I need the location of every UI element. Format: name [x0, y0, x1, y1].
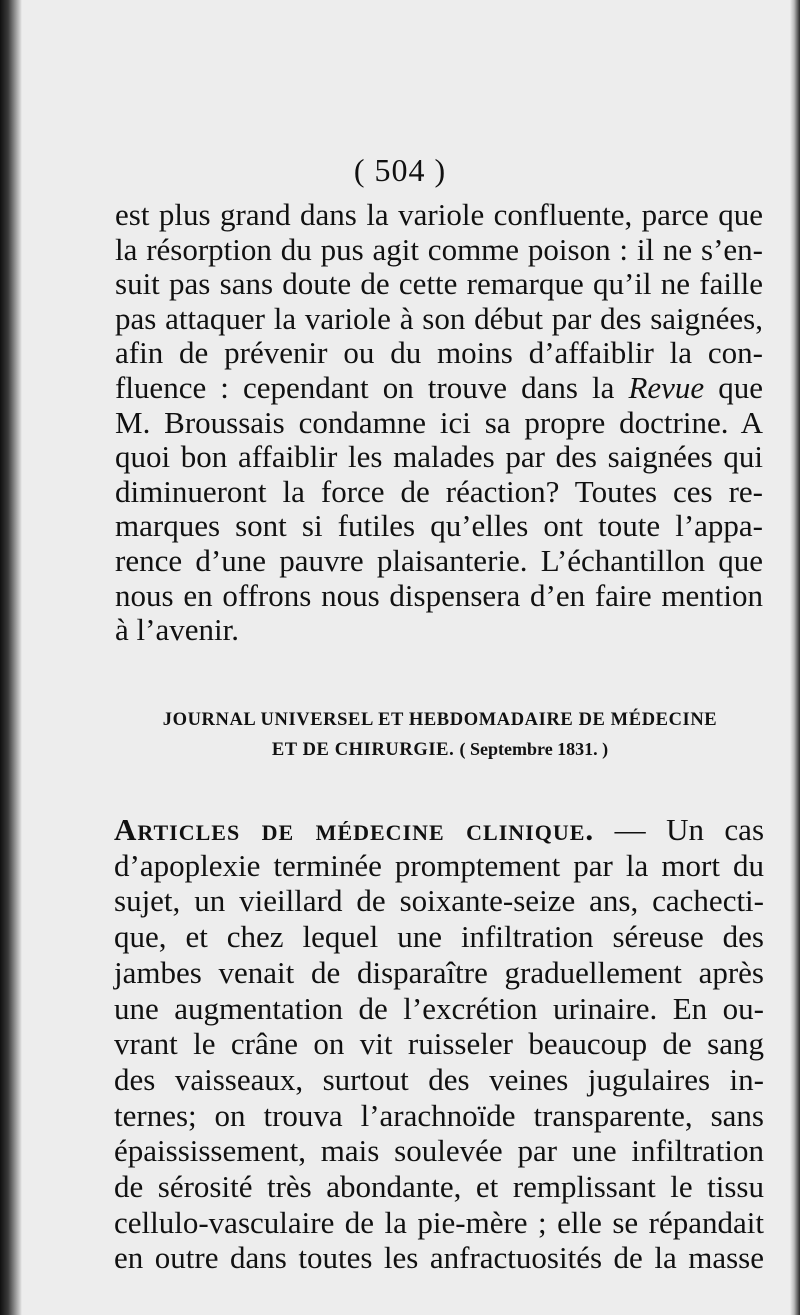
text-line: que, et chez lequel une infiltration séreuse des — [114, 919, 764, 955]
paragraph-2 — [114, 812, 764, 1276]
text-line: suit pas sans doute de cette remarque qu’il ne faille — [115, 266, 763, 302]
text-line: en outre dans toutes les anfractuosités de la masse — [114, 1240, 764, 1276]
page-right-edge-shadow — [790, 0, 800, 1315]
text-fragment: que — [718, 369, 764, 405]
text-line: des vaisseaux, surtout des veines jugulaires in- — [114, 1061, 764, 1097]
text-line: est plus grand dans la variole confluente, parce que — [115, 197, 763, 232]
text-line: jambes venait de disparaître graduellement après — [114, 954, 764, 990]
text-line: d’apoplexie terminée promptement par la mort du — [114, 847, 764, 883]
text-line: quoi bon affaiblir les malades par des saignées qui — [115, 439, 763, 475]
text-line: sujet, un vieillard de soixante-seize ans, cachecti- — [114, 883, 764, 919]
text-line: afin de prévenir ou du moins d’affaiblir la con- — [115, 335, 763, 371]
text-fragment: — Un cas — [614, 812, 765, 847]
paragraph-1 — [115, 198, 763, 648]
text-line: vrant le crâne on vit ruisseler beaucoup de sang — [114, 1026, 764, 1062]
text-line: à l’avenir. — [115, 612, 239, 648]
text-line: marques sont si futiles qu’elles ont toute l’appa- — [115, 508, 763, 544]
journal-heading-title: ET DE CHIRURGIE. — [271, 740, 455, 760]
text-line: cellulo-vasculaire de la pie-mère ; elle se répandait — [114, 1204, 764, 1240]
text-line: M. Broussais condamne ici sa propre doctrine. A — [115, 404, 763, 440]
text-line-with-lead — [114, 812, 764, 848]
journal-heading-date: ( Septembre 1831. ) — [459, 739, 609, 759]
text-line: rence d’une pauvre plaisanterie. L’échantillon que — [115, 542, 763, 578]
page-left-edge-shadow — [0, 0, 22, 1315]
italic-revue: Revue — [628, 369, 705, 405]
text-line: la résorption du pus agit comme poison : il ne s’en- — [115, 231, 763, 267]
text-line: ternes; on trouva l’arachnoïde transparente, sans — [114, 1097, 764, 1133]
text-line: épaississement, mais soulevée par une infiltration — [114, 1133, 764, 1169]
text-line: de sérosité très abondante, et remplissant le tissu — [114, 1169, 764, 1205]
text-fragment: fluence : cependant on trouve dans la — [115, 369, 615, 405]
page-number: ( 504 ) — [353, 152, 447, 188]
text-line: nous en offrons nous dispensera d’en faire mention — [115, 577, 763, 613]
text-line: une augmentation de l’excrétion urinaire. En ou- — [114, 990, 764, 1026]
text-line-with-italic — [115, 371, 763, 406]
journal-heading — [120, 706, 760, 765]
text-line: diminueront la force de réaction? Toutes ces re- — [115, 473, 763, 509]
section-lead: Articles de médecine clinique. — [114, 812, 595, 847]
journal-heading-line-1: JOURNAL UNIVERSEL ET HEBDOMADAIRE DE MÉDECINE — [162, 710, 718, 730]
journal-heading-line-2 — [120, 735, 760, 765]
text-line: pas attaquer la variole à son début par des saignées, — [115, 300, 763, 336]
